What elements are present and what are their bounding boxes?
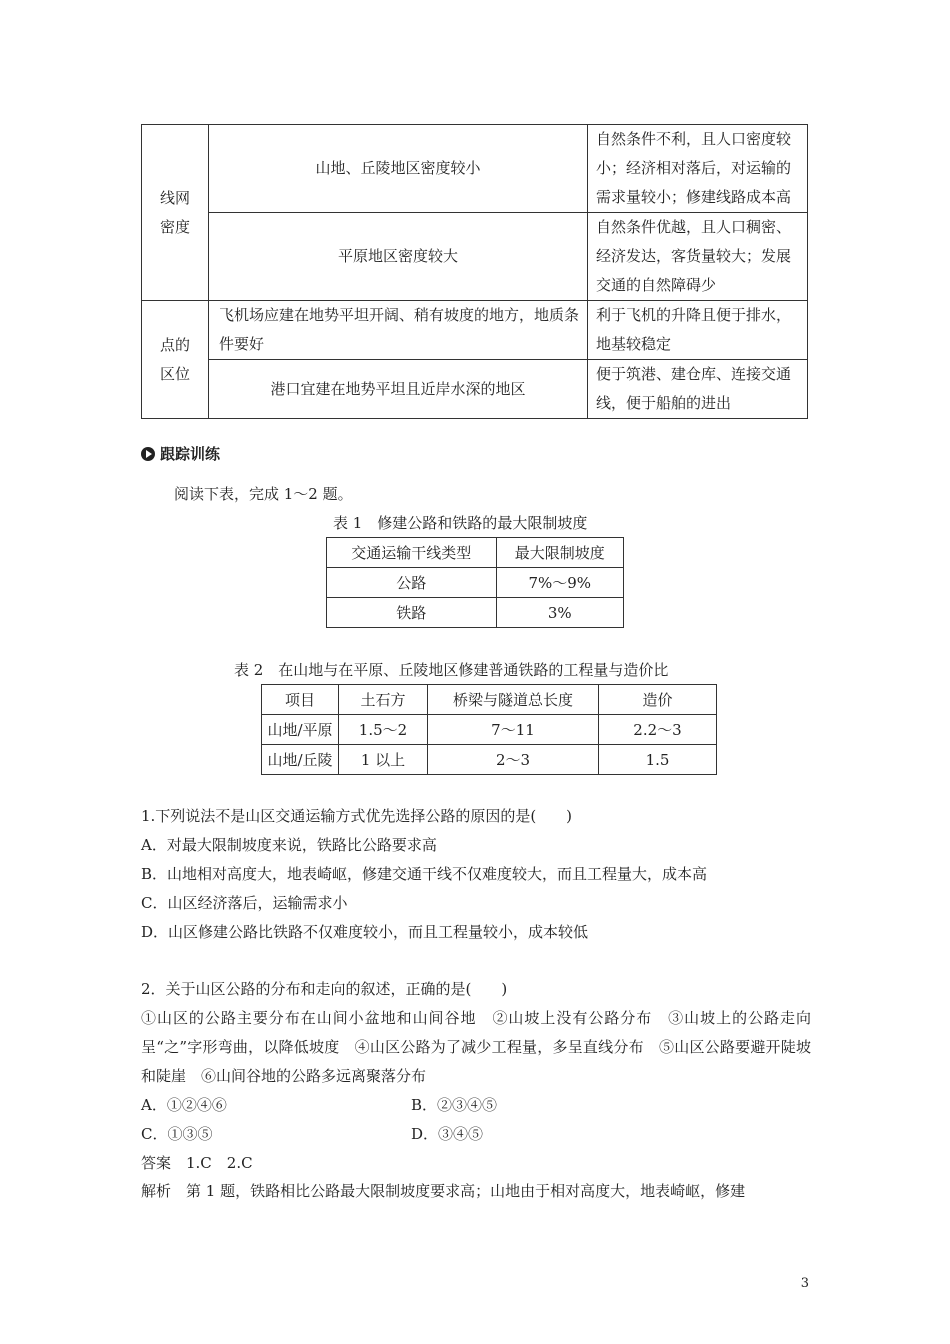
analysis-line: 解析 第 1 题，铁路相比公路最大限制坡度要求高；山地由于相对高度大，地表崎岖，修建 — [141, 1182, 746, 1200]
table2-caption: 表 2 在山地与在平原、丘陵地区修建普通铁路的工程量与造价比 — [234, 661, 669, 679]
table2-cell: 1.5 — [599, 745, 717, 775]
reason-cell: 自然条件优越，且人口稠密、经济发达，客货量较大；发展交通的自然障碍少 — [588, 213, 808, 301]
reason-cell: 自然条件不利，且人口密度较小；经济相对落后，对运输的需求量较小；修建线路成本高 — [588, 125, 808, 213]
slope-table — [326, 537, 624, 628]
table2-cell: 山地/平原 — [262, 715, 339, 745]
table1-cell: 7%～9% — [496, 568, 624, 598]
table2-header: 项目 — [262, 685, 339, 715]
condition-cell: 山地、丘陵地区密度较小 — [209, 125, 588, 213]
page-number: 3 — [800, 1276, 809, 1291]
table1-header: 最大限制坡度 — [496, 538, 624, 568]
play-circle-icon — [141, 447, 155, 461]
table1-header: 交通运输干线类型 — [327, 538, 497, 568]
table2-header: 土石方 — [339, 685, 428, 715]
question-1-option-d: D．山区修建公路比铁路不仅难度较小，而且工程量较小，成本较低 — [141, 923, 589, 941]
cost-ratio-table — [261, 684, 717, 775]
condition-cell: 港口宜建在地势平坦且近岸水深的地区 — [209, 360, 588, 419]
category-network-density — [142, 125, 209, 301]
table1-cell: 3% — [496, 598, 624, 628]
category-label: 线网 密度 — [159, 188, 190, 236]
category-label: 点的 区位 — [159, 335, 190, 383]
section-heading-label: 跟踪训练 — [160, 445, 221, 463]
condition-cell: 平原地区密度较大 — [209, 213, 588, 301]
table1-cell: 公路 — [327, 568, 497, 598]
condition-cell: 飞机场应建在地势平坦开阔、稍有坡度的地方，地质条件要好 — [209, 301, 588, 360]
table2-cell: 2.2～3 — [599, 715, 717, 745]
question-1-stem: 1.下列说法不是山区交通运输方式优先选择公路的原因的是( ) — [141, 807, 573, 825]
transport-layout-table — [141, 124, 808, 419]
question-2-option-b: B．②③④⑤ — [411, 1096, 498, 1114]
table2-header: 桥梁与隧道总长度 — [428, 685, 599, 715]
question-2-stem: 2．关于山区公路的分布和走向的叙述，正确的是( ) — [141, 980, 508, 998]
table2-cell: 7～11 — [428, 715, 599, 745]
question-2-option-c: C．①③⑤ — [141, 1125, 213, 1143]
intro-text: 阅读下表，完成 1～2 题。 — [174, 485, 353, 503]
reason-cell: 利于飞机的升降且便于排水，地基较稳定 — [588, 301, 808, 360]
question-1-option-b: B．山地相对高度大，地表崎岖，修建交通干线不仅难度较大，而且工程量大，成本高 — [141, 865, 708, 883]
table2-cell: 山地/丘陵 — [262, 745, 339, 775]
question-2-body: ①山区的公路主要分布在山间小盆地和山间谷地 ②山坡上没有公路分布 ③山坡上的公路走向呈“之”字形弯曲，以降低坡度 ④山区公路为了减少工程量，多呈直线分布 ⑤山区公路要避开陡坡和陡崖 ⑥山间谷地的公路多远离聚落分布 — [141, 1009, 811, 1085]
question-1-option-a: A．对最大限制坡度来说，铁路比公路要求高 — [141, 836, 437, 854]
question-2-option-d: D．③④⑤ — [411, 1125, 484, 1143]
section-heading — [141, 443, 220, 464]
category-point-location — [142, 301, 209, 419]
answer-line: 答案 1.C 2.C — [141, 1154, 253, 1172]
table2-header: 造价 — [599, 685, 717, 715]
table2-cell: 1.5～2 — [339, 715, 428, 745]
question-1-option-c: C．山区经济落后，运输需求小 — [141, 894, 348, 912]
table2-cell: 2～3 — [428, 745, 599, 775]
reason-cell: 便于筑港、建仓库、连接交通线，便于船舶的进出 — [588, 360, 808, 419]
table1-caption: 表 1 修建公路和铁路的最大限制坡度 — [333, 514, 588, 532]
table1-cell: 铁路 — [327, 598, 497, 628]
question-2-option-a: A．①②④⑥ — [141, 1096, 227, 1114]
table2-cell: 1 以上 — [339, 745, 428, 775]
